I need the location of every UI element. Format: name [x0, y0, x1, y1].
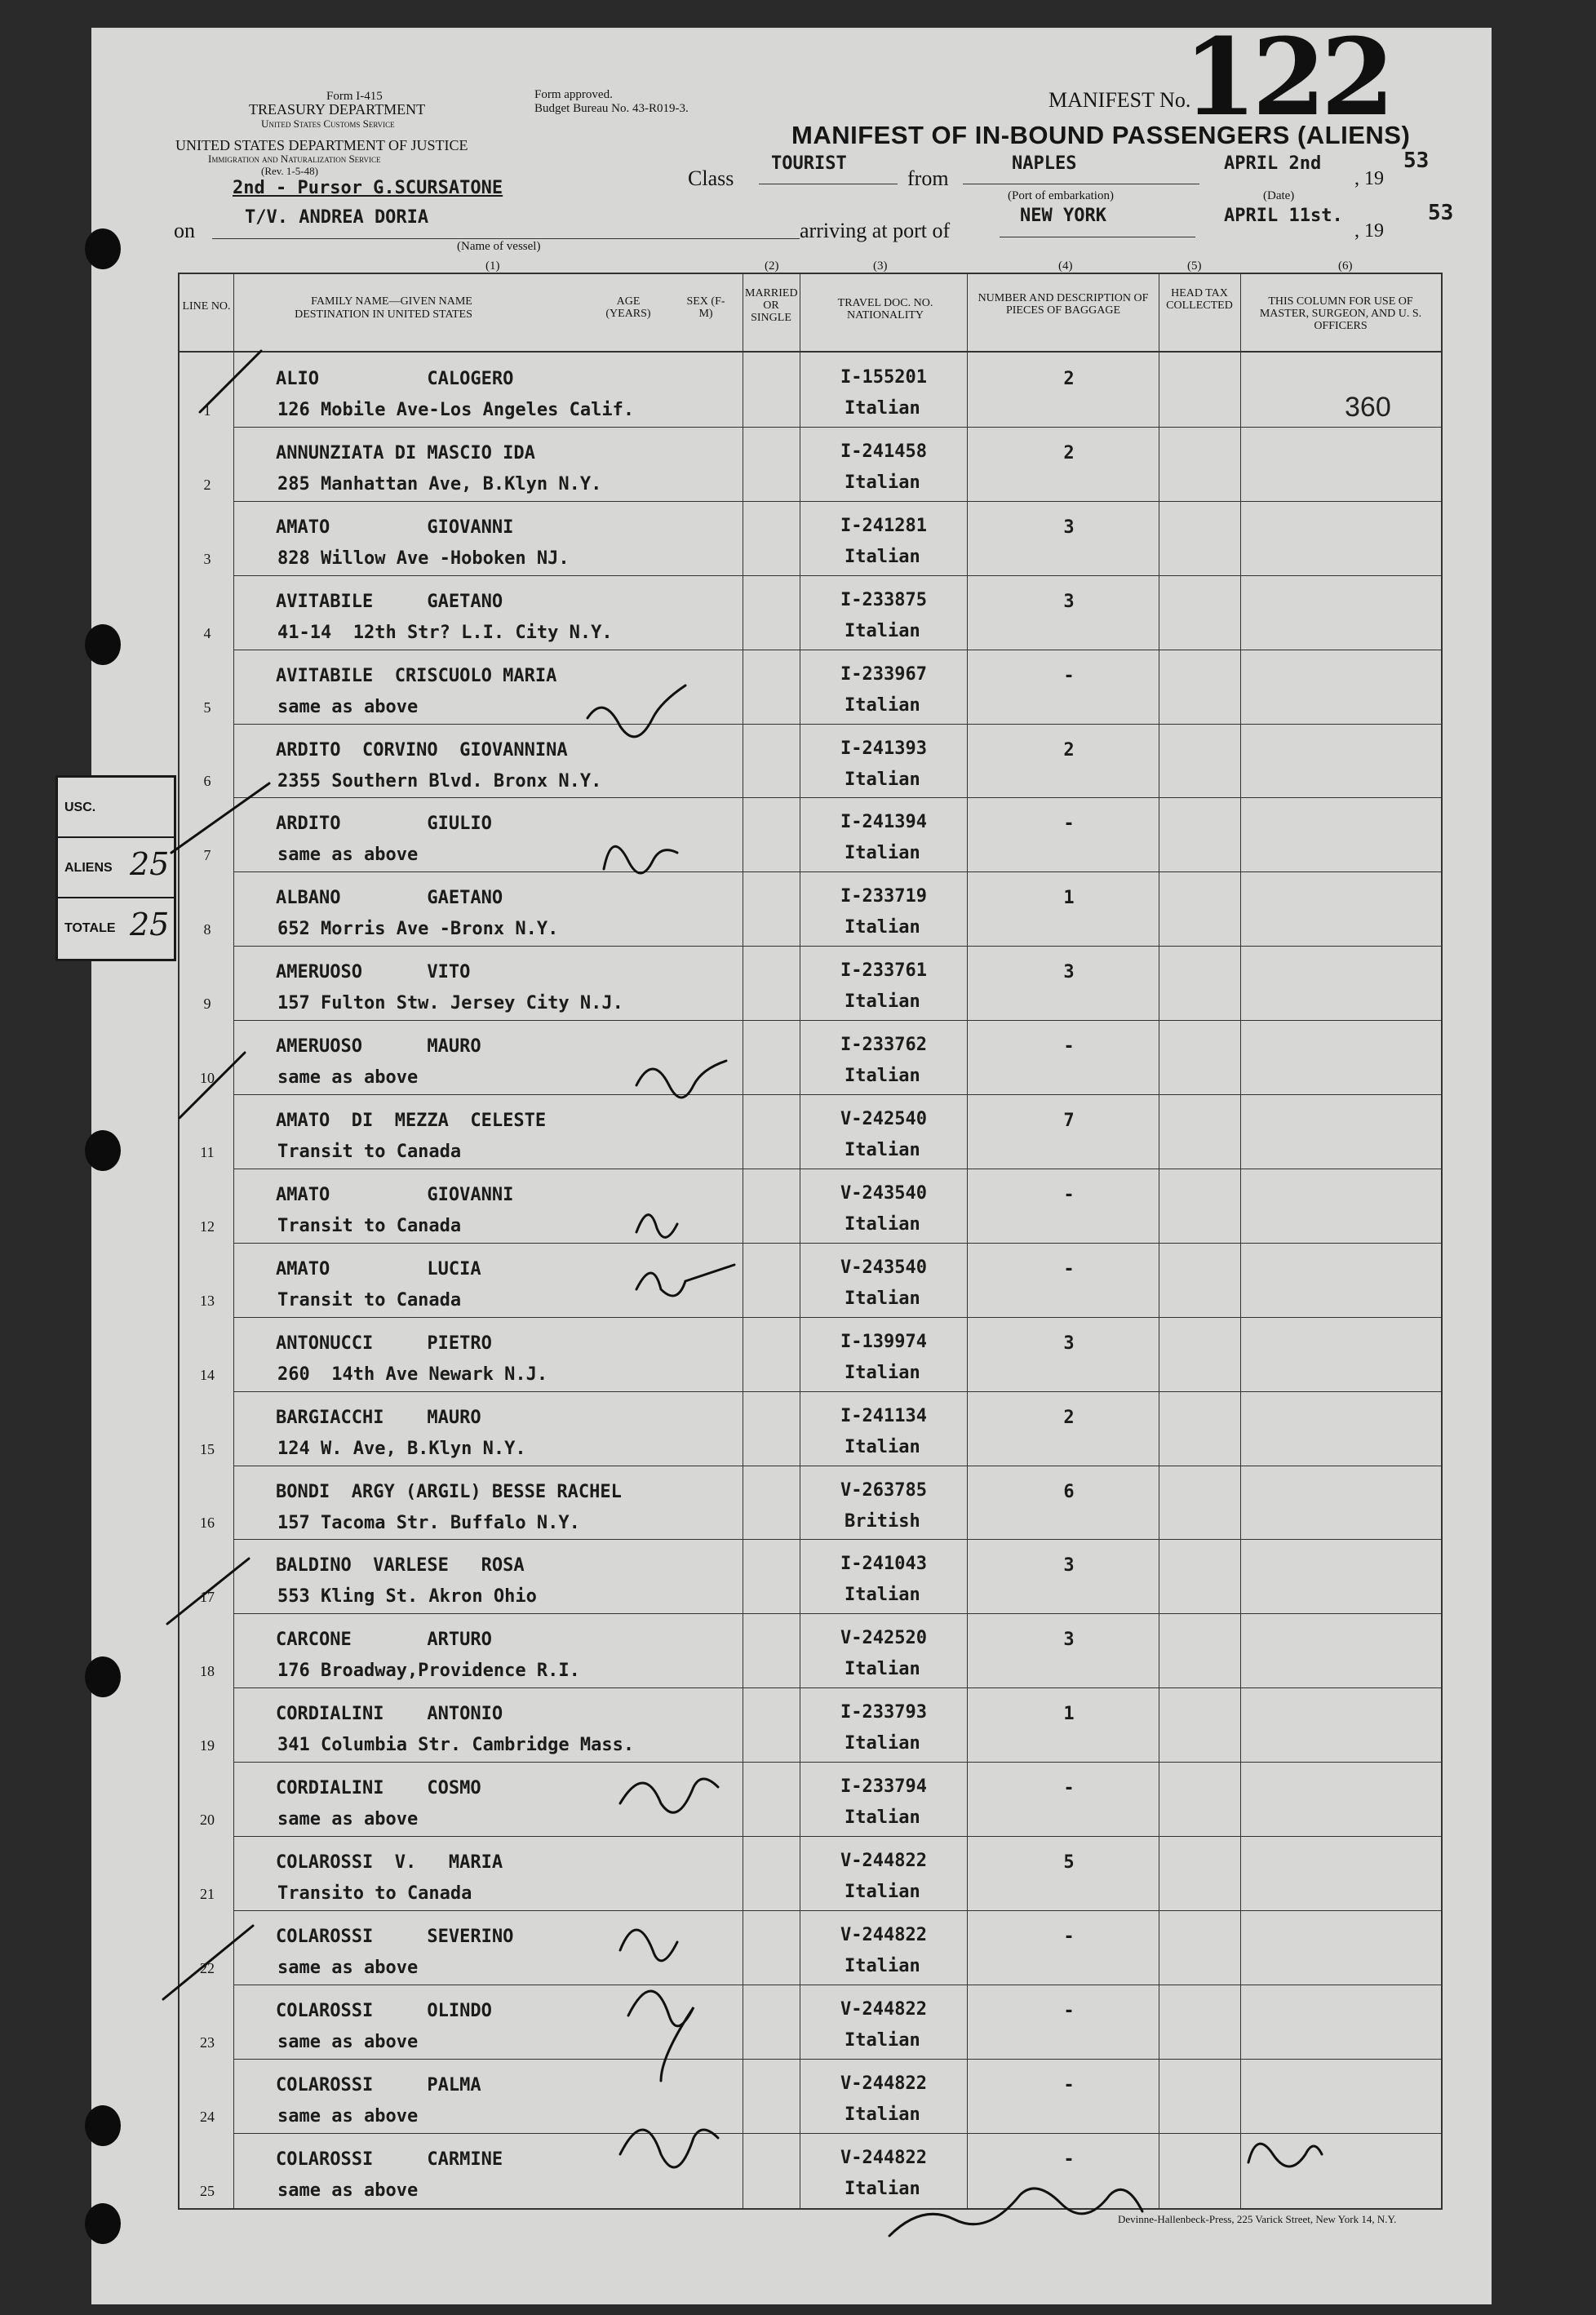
travel-doc-number: I-139974	[840, 1332, 927, 1352]
line-number: 13	[200, 1293, 215, 1309]
col-num: (5)	[1187, 259, 1202, 273]
service: United States Customs Service	[261, 118, 395, 130]
travel-doc-number: V-263785	[840, 1480, 927, 1501]
line-number: 15	[200, 1441, 215, 1457]
travel-doc-number: V-243540	[840, 1183, 927, 1204]
nationality: Italian	[845, 2179, 920, 2199]
passenger-name: AVITABILE CRISCUOLO MARIA	[276, 666, 557, 686]
passenger-name: BONDI ARGY (ARGIL) BESSE RACHEL	[276, 1482, 622, 1502]
col-num: (4)	[1058, 259, 1073, 273]
passenger-name: AMERUOSO MAURO	[276, 1036, 481, 1057]
passenger-name: ANTONUCCI PIETRO	[276, 1333, 492, 1354]
baggage-count: -	[1063, 1927, 1075, 1947]
baggage-count: 3	[1063, 1555, 1075, 1576]
col-num: (3)	[873, 259, 888, 273]
ins: Immigration and Naturalization Service	[208, 153, 381, 165]
line-number: 2	[203, 477, 211, 493]
header-married: MARRIED OR SINGLE	[745, 287, 798, 324]
travel-doc-number: I-241394	[840, 812, 927, 832]
form-approved: Form approved.	[534, 88, 613, 101]
line-number: 18	[200, 1663, 215, 1679]
passenger-destination: 652 Morris Ave -Bronx N.Y.	[277, 919, 559, 939]
vessel-name: T/V. ANDREA DORIA	[245, 207, 429, 228]
travel-doc-number: I-233762	[840, 1035, 927, 1055]
travel-doc-number: I-233875	[840, 590, 927, 610]
officer-name: 2nd - Pursor G.SCURSATONE	[233, 178, 503, 198]
line-number: 4	[203, 625, 211, 641]
header-age: AGE (YEARS)	[605, 295, 651, 320]
line-number: 17	[200, 1589, 215, 1605]
nationality: Italian	[845, 2030, 920, 2051]
baggage-count: 3	[1063, 517, 1075, 538]
line-number: 24	[200, 2109, 215, 2125]
nationality: Italian	[845, 769, 920, 790]
form-number: Form I-415	[326, 90, 383, 103]
travel-doc-number: I-233761	[840, 960, 927, 981]
baggage-count: 6	[1063, 1482, 1075, 1502]
travel-doc-number: V-244822	[840, 2073, 927, 2094]
travel-doc-number: V-242520	[840, 1628, 927, 1648]
line-number: 8	[203, 921, 211, 938]
nationality: Italian	[845, 1585, 920, 1605]
line-number: 14	[200, 1367, 215, 1383]
line-number: 10	[200, 1070, 215, 1086]
passenger-name: ALBANO GAETANO	[276, 888, 503, 908]
passenger-destination: 2355 Southern Blvd. Bronx N.Y.	[277, 771, 602, 792]
passenger-destination: 260 14th Ave Newark N.J.	[277, 1364, 548, 1385]
baggage-count: 3	[1063, 1333, 1075, 1354]
vessel-caption: (Name of vessel)	[457, 240, 541, 253]
passenger-name: COLAROSSI PALMA	[276, 2075, 481, 2095]
departure-year: 53	[1403, 149, 1430, 173]
travel-doc-number: I-241043	[840, 1554, 927, 1574]
baggage-count: 1	[1063, 1704, 1075, 1724]
on-label: on	[174, 219, 195, 242]
nationality: Italian	[845, 695, 920, 716]
passenger-destination: 126 Mobile Ave-Los Angeles Calif.	[277, 400, 635, 420]
passenger-destination: Transito to Canada	[277, 1883, 472, 1904]
travel-doc-number: I-241281	[840, 516, 927, 536]
nationality: Italian	[845, 1733, 920, 1754]
passenger-destination: 176 Broadway,Providence R.I.	[277, 1661, 580, 1681]
nationality: British	[845, 1511, 920, 1532]
travel-doc-number: I-233967	[840, 664, 927, 685]
total-label: TOTALE	[64, 921, 116, 935]
aliens-count: 25	[130, 846, 170, 882]
passenger-destination: 157 Tacoma Str. Buffalo N.Y.	[277, 1513, 580, 1533]
passenger-destination: same as above	[277, 1809, 419, 1829]
passenger-destination: same as above	[277, 697, 419, 717]
nationality: Italian	[845, 472, 920, 493]
nationality: Italian	[845, 1066, 920, 1086]
nationality: Italian	[845, 398, 920, 419]
revision: (Rev. 1-5-48)	[261, 165, 318, 177]
baggage-count: 1	[1063, 888, 1075, 908]
header-baggage: NUMBER AND DESCRIPTION OF PIECES OF BAGGAGE	[978, 292, 1149, 317]
baggage-count: -	[1063, 2075, 1075, 2095]
passenger-destination: 157 Fulton Stw. Jersey City N.J.	[277, 993, 623, 1013]
baggage-count: 5	[1063, 1852, 1075, 1873]
printer-line: Devinne-Hallenbeck-Press, 225 Varick Street, New York 14, N.Y.	[1118, 2213, 1397, 2225]
date-caption: (Date)	[1263, 189, 1295, 202]
baggage-count: 3	[1063, 592, 1075, 612]
line-number: 16	[200, 1515, 215, 1531]
line-number: 7	[203, 847, 211, 863]
passenger-name: BARGIACCHI MAURO	[276, 1408, 481, 1428]
travel-doc-number: I-155201	[840, 367, 927, 388]
baggage-count: 7	[1063, 1111, 1075, 1131]
arrival-date: APRIL 11st.	[1224, 206, 1343, 226]
line-number: 21	[200, 1886, 215, 1902]
header-line-no: LINE NO.	[182, 300, 231, 313]
class-label: Class	[688, 166, 734, 190]
manifest-number: 122	[1183, 15, 1390, 140]
line-number: 5	[203, 699, 211, 716]
check-mark	[180, 1053, 245, 1118]
col-num: (1)	[485, 259, 500, 273]
baggage-count: -	[1063, 1036, 1075, 1057]
passenger-destination: 285 Manhattan Ave, B.Klyn N.Y.	[277, 474, 602, 494]
check-mark	[163, 1926, 253, 1999]
header-name: FAMILY NAME—GIVEN NAME	[311, 295, 472, 308]
passenger-name: COLAROSSI CARMINE	[276, 2149, 503, 2170]
header-doc: TRAVEL DOC. NO. NATIONALITY	[837, 297, 933, 322]
line-number: 1	[203, 402, 211, 419]
baggage-count: 3	[1063, 1630, 1075, 1650]
check-mark	[171, 783, 269, 853]
passenger-destination: 124 W. Ave, B.Klyn N.Y.	[277, 1439, 526, 1459]
passenger-name: ARDITO CORVINO GIOVANNINA	[276, 740, 568, 761]
passenger-name: AMATO GIOVANNI	[276, 517, 514, 538]
departure-date: APRIL 2nd	[1224, 153, 1322, 174]
passenger-destination: same as above	[277, 1958, 419, 1978]
class-value: TOURIST	[771, 153, 847, 174]
header-destination: DESTINATION IN UNITED STATES	[295, 308, 472, 321]
passenger-destination: same as above	[277, 2180, 419, 2201]
line-number: 25	[200, 2183, 215, 2199]
baggage-count: -	[1063, 1778, 1075, 1798]
nationality: Italian	[845, 1956, 920, 1976]
col-num: (6)	[1338, 259, 1353, 273]
passenger-destination: same as above	[277, 2032, 419, 2052]
line-number: 3	[203, 551, 211, 567]
aliens-label: ALIENS	[64, 861, 113, 875]
line-number: 12	[200, 1218, 215, 1235]
justice-department: UNITED STATES DEPARTMENT OF JUSTICE	[175, 137, 468, 153]
manifest-title: MANIFEST OF IN-BOUND PASSENGERS (ALIENS)	[791, 121, 1411, 149]
total-count: 25	[130, 907, 170, 942]
passenger-name: AMERUOSO VITO	[276, 962, 471, 982]
nationality: Italian	[845, 1140, 920, 1160]
passenger-name: BALDINO VARLESE ROSA	[276, 1555, 525, 1576]
baggage-count: -	[1063, 666, 1075, 686]
passenger-name: CORDIALINI COSMO	[276, 1778, 481, 1798]
nationality: Italian	[845, 2104, 920, 2125]
passenger-destination: same as above	[277, 2106, 419, 2127]
check-mark	[167, 1559, 249, 1624]
nationality: Italian	[845, 991, 920, 1012]
line-number: 20	[200, 1812, 215, 1828]
line-number: 23	[200, 2034, 215, 2051]
department: TREASURY DEPARTMENT	[249, 101, 426, 118]
nationality: Italian	[845, 1659, 920, 1679]
travel-doc-number: I-233793	[840, 1702, 927, 1723]
nationality: Italian	[845, 843, 920, 863]
passenger-destination: 553 Kling St. Akron Ohio	[277, 1586, 537, 1607]
travel-doc-number: I-233794	[840, 1776, 927, 1797]
travel-doc-number: I-233719	[840, 886, 927, 907]
nationality: Italian	[845, 1437, 920, 1457]
col-num: (2)	[765, 259, 779, 273]
passenger-name: AVITABILE GAETANO	[276, 592, 503, 612]
passenger-name: CORDIALINI ANTONIO	[276, 1704, 503, 1724]
from-label: from	[907, 166, 949, 190]
year-prefix-dep: , 19	[1354, 168, 1384, 189]
arrival-port: NEW YORK	[1020, 206, 1106, 226]
travel-doc-number: V-244822	[840, 2148, 927, 2168]
passenger-destination: 341 Columbia Str. Cambridge Mass.	[277, 1735, 635, 1755]
nationality: Italian	[845, 1807, 920, 1828]
passenger-name: COLAROSSI SEVERINO	[276, 1927, 514, 1947]
header-officers: THIS COLUMN FOR USE OF MASTER, SURGEON, AND U. S. OFFICERS	[1259, 295, 1422, 332]
passenger-destination: 828 Willow Ave -Hoboken NJ.	[277, 548, 570, 569]
baggage-count: 3	[1063, 962, 1075, 982]
passenger-name: AMATO GIOVANNI	[276, 1185, 514, 1205]
travel-doc-number: V-244822	[840, 1925, 927, 1945]
check-mark	[200, 351, 261, 412]
passenger-destination: 41-14 12th Str? L.I. City N.Y.	[277, 623, 613, 643]
baggage-count: -	[1063, 1185, 1075, 1205]
line-number: 19	[200, 1737, 215, 1754]
baggage-count: -	[1063, 2149, 1075, 2170]
passenger-name: ARDITO GIULIO	[276, 814, 492, 834]
arrival-year: 53	[1428, 201, 1454, 225]
baggage-count: -	[1063, 814, 1075, 834]
port-caption: (Port of embarkation)	[1008, 189, 1114, 202]
nationality: Italian	[845, 1882, 920, 1902]
travel-doc-number: I-241458	[840, 441, 927, 462]
nationality: Italian	[845, 1214, 920, 1235]
line-number: 6	[203, 773, 211, 789]
year-prefix-arr: , 19	[1354, 220, 1384, 242]
passenger-name: AMATO LUCIA	[276, 1259, 481, 1279]
baggage-count: 2	[1063, 1408, 1075, 1428]
baggage-count: -	[1063, 2001, 1075, 2021]
passenger-name: CARCONE ARTURO	[276, 1630, 492, 1650]
travel-doc-number: I-241393	[840, 738, 927, 759]
nationality: Italian	[845, 621, 920, 641]
arriving-label: arriving at port of	[800, 219, 951, 242]
travel-doc-number: V-244822	[840, 1851, 927, 1871]
budget-bureau: Budget Bureau No. 43-R019-3.	[534, 102, 689, 115]
passenger-name: COLAROSSI V. MARIA	[276, 1852, 503, 1873]
usc-label: USC.	[64, 800, 96, 814]
line-number: 11	[200, 1144, 215, 1160]
passenger-destination: Transit to Canada	[277, 1216, 462, 1236]
passenger-name: COLAROSSI OLINDO	[276, 2001, 492, 2021]
line-number: 22	[200, 1960, 215, 1976]
header-tax: HEAD TAX COLLECTED	[1166, 287, 1233, 312]
header-sex: SEX (F-M)	[686, 295, 725, 320]
officer-note: 360	[1345, 392, 1391, 423]
travel-doc-number: V-243540	[840, 1257, 927, 1278]
nationality: Italian	[845, 917, 920, 938]
manifest-label: MANIFEST No.	[1048, 88, 1191, 112]
passenger-name: ANNUNZIATA DI MASCIO IDA	[276, 443, 535, 463]
passenger-destination: same as above	[277, 1067, 419, 1088]
nationality: Italian	[845, 1363, 920, 1383]
travel-doc-number: V-244822	[840, 1999, 927, 2020]
passenger-destination: Transit to Canada	[277, 1142, 462, 1162]
nationality: Italian	[845, 1288, 920, 1309]
baggage-count: -	[1063, 1259, 1075, 1279]
nationality: Italian	[845, 547, 920, 567]
passenger-name: AMATO DI MEZZA CELESTE	[276, 1111, 547, 1131]
passenger-destination: Transit to Canada	[277, 1290, 462, 1311]
travel-doc-number: I-241134	[840, 1406, 927, 1426]
passenger-name: ALIO CALOGERO	[276, 369, 514, 389]
baggage-count: 2	[1063, 740, 1075, 761]
from-value: NAPLES	[1012, 153, 1077, 174]
line-number: 9	[203, 996, 211, 1012]
travel-doc-number: V-242540	[840, 1109, 927, 1129]
passenger-destination: same as above	[277, 845, 419, 865]
baggage-count: 2	[1063, 369, 1075, 389]
baggage-count: 2	[1063, 443, 1075, 463]
